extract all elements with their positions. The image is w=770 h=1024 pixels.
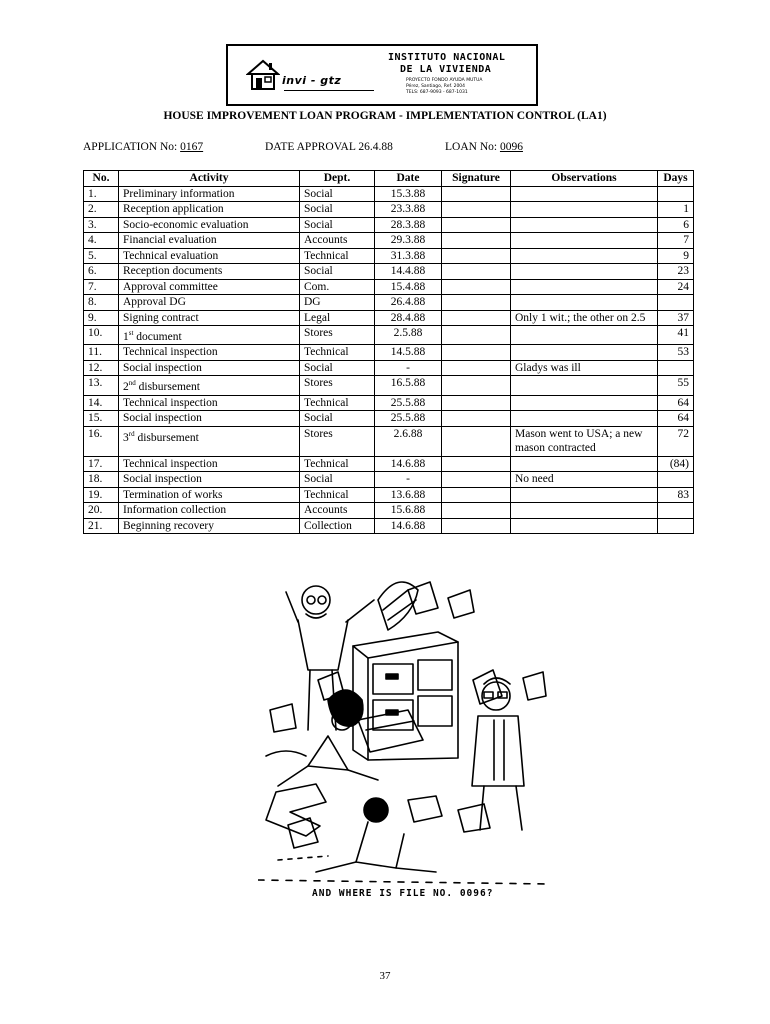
cell-no: 20. bbox=[84, 503, 119, 519]
cell-dept: DG bbox=[300, 295, 375, 311]
cell-observations bbox=[511, 295, 658, 311]
cell-days: 83 bbox=[658, 487, 694, 503]
cell-dept: Accounts bbox=[300, 233, 375, 249]
cell-observations bbox=[511, 518, 658, 534]
cell-observations bbox=[511, 202, 658, 218]
cell-signature bbox=[442, 411, 511, 427]
cell-dept: Stores bbox=[300, 426, 375, 456]
cell-activity bbox=[119, 360, 300, 376]
activity-text: Social inspection bbox=[123, 412, 202, 425]
cell-signature bbox=[442, 217, 511, 233]
cell-no: 9. bbox=[84, 310, 119, 326]
office-chaos-cartoon bbox=[258, 560, 548, 906]
table-row bbox=[84, 472, 694, 488]
cell-days: 64 bbox=[658, 411, 694, 427]
cell-no: 7. bbox=[84, 279, 119, 295]
activity-text: Technical inspection bbox=[123, 346, 218, 359]
cell-observations: Mason went to USA; a new mason contracted bbox=[511, 426, 658, 456]
cell-activity bbox=[119, 472, 300, 488]
activity-text: Reception application bbox=[123, 203, 224, 215]
cell-no: 2. bbox=[84, 202, 119, 218]
cell-date: - bbox=[375, 360, 442, 376]
logo-underline bbox=[284, 90, 374, 91]
table-row bbox=[84, 411, 694, 427]
cell-activity bbox=[119, 248, 300, 264]
cell-observations bbox=[511, 503, 658, 519]
cell-no: 18. bbox=[84, 472, 119, 488]
implementation-control-table bbox=[83, 170, 694, 534]
cell-activity bbox=[119, 376, 300, 395]
cell-date: 13.6.88 bbox=[375, 487, 442, 503]
cell-observations: No need bbox=[511, 472, 658, 488]
cell-observations bbox=[511, 345, 658, 361]
application-number bbox=[83, 141, 203, 153]
cell-no: 10. bbox=[84, 326, 119, 345]
cell-observations bbox=[511, 376, 658, 395]
cell-date: 26.4.88 bbox=[375, 295, 442, 311]
cell-no: 19. bbox=[84, 487, 119, 503]
cell-activity bbox=[119, 345, 300, 361]
cell-days bbox=[658, 360, 694, 376]
cell-date: - bbox=[375, 472, 442, 488]
header-signature: Signature bbox=[442, 171, 511, 187]
activity-text: Information collection bbox=[123, 504, 227, 517]
document-title: HOUSE IMPROVEMENT LOAN PROGRAM - IMPLEMENTATION CONTROL (LA1) bbox=[163, 110, 607, 122]
table-row bbox=[84, 456, 694, 472]
cell-observations bbox=[511, 411, 658, 427]
cell-days: 55 bbox=[658, 376, 694, 395]
table-row bbox=[84, 295, 694, 311]
activity-rest: document bbox=[133, 330, 182, 343]
cell-no: 1. bbox=[84, 186, 119, 202]
cell-observations bbox=[511, 487, 658, 503]
table-row bbox=[84, 217, 694, 233]
activity-text: Technical inspection bbox=[123, 457, 218, 470]
cell-no: 14. bbox=[84, 395, 119, 411]
logo-text: invi - gtz bbox=[282, 74, 342, 87]
letterhead-small-line: PROYECTO FONDO AYUDA MUTUA bbox=[406, 78, 483, 83]
cell-date: 23.3.88 bbox=[375, 202, 442, 218]
table-row bbox=[84, 360, 694, 376]
cell-date: 16.5.88 bbox=[375, 376, 442, 395]
cell-date: 15.3.88 bbox=[375, 186, 442, 202]
cell-days: 53 bbox=[658, 345, 694, 361]
letterhead-small-line: Pérez, Santiago, Ref. 2004 bbox=[406, 84, 466, 89]
cell-signature bbox=[442, 186, 511, 202]
activity-text: Financial evaluation bbox=[123, 234, 217, 246]
cell-no: 13. bbox=[84, 376, 119, 395]
cell-days: (84) bbox=[658, 456, 694, 472]
cell-observations bbox=[511, 279, 658, 295]
activity-text: Social inspection bbox=[123, 361, 202, 374]
cell-observations bbox=[511, 326, 658, 345]
cell-dept: Com. bbox=[300, 279, 375, 295]
ordinal-suffix: nd bbox=[128, 379, 136, 388]
filing-cabinet-icon bbox=[353, 632, 458, 760]
activity-text: 2 bbox=[123, 381, 129, 394]
header-date: Date bbox=[375, 171, 442, 187]
cell-activity bbox=[119, 456, 300, 472]
loan-number bbox=[445, 141, 523, 153]
header-no: No. bbox=[84, 171, 119, 187]
cell-no: 5. bbox=[84, 248, 119, 264]
letterhead-small-line: TELS: 687-9093 - 687-1031 bbox=[406, 90, 468, 95]
cartoon-caption: AND WHERE IS FILE NO. 0096? bbox=[312, 888, 494, 899]
cell-no: 6. bbox=[84, 264, 119, 280]
cell-signature bbox=[442, 503, 511, 519]
cell-observations bbox=[511, 395, 658, 411]
house-logo-icon bbox=[246, 58, 280, 92]
cell-dept: Social bbox=[300, 360, 375, 376]
cell-days: 23 bbox=[658, 264, 694, 280]
institution-name-line1: INSTITUTO NACIONAL bbox=[388, 52, 506, 63]
cell-signature bbox=[442, 395, 511, 411]
table-row bbox=[84, 503, 694, 519]
cell-observations: Only 1 wit.; the other on 2.5 bbox=[511, 310, 658, 326]
table-row bbox=[84, 233, 694, 249]
table-row bbox=[84, 326, 694, 345]
cell-activity bbox=[119, 279, 300, 295]
cell-days bbox=[658, 186, 694, 202]
table-row bbox=[84, 395, 694, 411]
cell-signature bbox=[442, 487, 511, 503]
cell-observations bbox=[511, 248, 658, 264]
cell-days: 24 bbox=[658, 279, 694, 295]
cell-date: 28.4.88 bbox=[375, 310, 442, 326]
activity-text: Beginning recovery bbox=[123, 519, 215, 532]
activity-rest: disbursement bbox=[134, 431, 199, 444]
table-header-row bbox=[84, 171, 694, 187]
cell-activity bbox=[119, 487, 300, 503]
cell-no: 17. bbox=[84, 456, 119, 472]
cell-dept: Stores bbox=[300, 326, 375, 345]
cell-date: 25.5.88 bbox=[375, 395, 442, 411]
cell-activity bbox=[119, 217, 300, 233]
cell-no: 21. bbox=[84, 518, 119, 534]
cell-dept: Stores bbox=[300, 376, 375, 395]
cell-signature bbox=[442, 345, 511, 361]
cell-dept: Technical bbox=[300, 395, 375, 411]
cell-activity bbox=[119, 395, 300, 411]
cell-days: 9 bbox=[658, 248, 694, 264]
table-row bbox=[84, 345, 694, 361]
cell-date: 31.3.88 bbox=[375, 248, 442, 264]
cell-no: 4. bbox=[84, 233, 119, 249]
table-body bbox=[84, 186, 694, 534]
loan-value: 0096 bbox=[499, 141, 523, 153]
cell-activity bbox=[119, 186, 300, 202]
table-row bbox=[84, 487, 694, 503]
cell-dept: Accounts bbox=[300, 503, 375, 519]
cell-no: 16. bbox=[84, 426, 119, 456]
table-row bbox=[84, 518, 694, 534]
cell-signature bbox=[442, 376, 511, 395]
ordinal-suffix: st bbox=[128, 329, 134, 337]
cell-no: 15. bbox=[84, 411, 119, 427]
cell-date: 2.6.88 bbox=[375, 426, 442, 456]
cell-observations bbox=[511, 217, 658, 233]
application-label: APPLICATION No: bbox=[83, 141, 178, 153]
cell-date: 15.6.88 bbox=[375, 503, 442, 519]
cell-signature bbox=[442, 279, 511, 295]
approval-date bbox=[265, 141, 393, 153]
cell-days: 41 bbox=[658, 326, 694, 345]
cell-dept: Social bbox=[300, 186, 375, 202]
cell-observations bbox=[511, 456, 658, 472]
letterhead bbox=[226, 44, 538, 106]
cell-activity bbox=[119, 202, 300, 218]
cell-days bbox=[658, 295, 694, 311]
table-row bbox=[84, 376, 694, 395]
cell-observations bbox=[511, 264, 658, 280]
cell-dept: Technical bbox=[300, 456, 375, 472]
page-number: 37 bbox=[379, 970, 391, 982]
cell-dept: Social bbox=[300, 217, 375, 233]
activity-text: Approval committee bbox=[123, 280, 218, 293]
activity-text: Socio-economic evaluation bbox=[123, 218, 249, 231]
loan-label: LOAN No: bbox=[445, 141, 498, 153]
cell-date: 14.6.88 bbox=[375, 518, 442, 534]
cell-activity bbox=[119, 264, 300, 280]
header-dept: Dept. bbox=[300, 171, 375, 187]
cell-activity bbox=[119, 233, 300, 249]
cell-days bbox=[658, 472, 694, 488]
cell-date: 28.3.88 bbox=[375, 217, 442, 233]
cell-activity bbox=[119, 310, 300, 326]
cell-dept: Social bbox=[300, 202, 375, 218]
header-activity: Activity bbox=[119, 171, 300, 187]
institution-name-line2: DE LA VIVIENDA bbox=[400, 64, 492, 75]
cell-date: 14.4.88 bbox=[375, 264, 442, 280]
cell-days: 6 bbox=[658, 217, 694, 233]
cell-days: 7 bbox=[658, 233, 694, 249]
cell-days: 64 bbox=[658, 395, 694, 411]
cell-days: 37 bbox=[658, 310, 694, 326]
cell-date: 15.4.88 bbox=[375, 279, 442, 295]
approval-label: DATE APPROVAL bbox=[265, 141, 356, 153]
cell-dept: Social bbox=[300, 264, 375, 280]
cell-no: 8. bbox=[84, 295, 119, 311]
cell-days: 72 bbox=[658, 426, 694, 456]
approval-value: 26.4.88 bbox=[358, 141, 393, 153]
cell-date: 29.3.88 bbox=[375, 233, 442, 249]
cell-dept: Technical bbox=[300, 248, 375, 264]
cell-signature bbox=[442, 233, 511, 249]
table-row bbox=[84, 202, 694, 218]
cell-signature bbox=[442, 472, 511, 488]
activity-text: Preliminary information bbox=[123, 187, 235, 200]
table-row bbox=[84, 186, 694, 202]
cell-dept: Collection bbox=[300, 518, 375, 534]
activity-text: Technical inspection bbox=[123, 396, 218, 409]
boy-on-floor-figure bbox=[316, 798, 436, 872]
application-value: 0167 bbox=[180, 141, 204, 153]
table-row bbox=[84, 264, 694, 280]
cell-signature bbox=[442, 360, 511, 376]
flying-papers-icon bbox=[270, 582, 546, 848]
cell-observations bbox=[511, 186, 658, 202]
activity-text: 1 bbox=[123, 330, 129, 343]
cell-date: 2.5.88 bbox=[375, 326, 442, 345]
cell-observations: Gladys was ill bbox=[511, 360, 658, 376]
cell-date: 25.5.88 bbox=[375, 411, 442, 427]
table-row bbox=[84, 279, 694, 295]
header-days: Days bbox=[658, 171, 694, 187]
table-row bbox=[84, 248, 694, 264]
cell-dept: Social bbox=[300, 472, 375, 488]
header-observations: Observations bbox=[511, 171, 658, 187]
cell-activity bbox=[119, 518, 300, 534]
cell-signature bbox=[442, 202, 511, 218]
cell-no: 3. bbox=[84, 217, 119, 233]
ordinal-suffix: rd bbox=[128, 429, 135, 438]
activity-text: Termination of works bbox=[123, 488, 223, 501]
cell-signature bbox=[442, 456, 511, 472]
cell-signature bbox=[442, 248, 511, 264]
cell-days: 1 bbox=[658, 202, 694, 218]
activity-text: Technical evaluation bbox=[123, 249, 219, 262]
cell-no: 12. bbox=[84, 360, 119, 376]
cell-date: 14.6.88 bbox=[375, 456, 442, 472]
cell-signature bbox=[442, 310, 511, 326]
cell-activity bbox=[119, 503, 300, 519]
table-row bbox=[84, 426, 694, 456]
activity-text: Social inspection bbox=[123, 473, 202, 486]
cell-dept: Social bbox=[300, 411, 375, 427]
activity-text: Reception documents bbox=[123, 265, 223, 277]
cell-observations bbox=[511, 233, 658, 249]
cell-activity bbox=[119, 411, 300, 427]
activity-text: Signing contract bbox=[123, 311, 199, 324]
cell-dept: Technical bbox=[300, 345, 375, 361]
activity-rest: disbursement bbox=[135, 381, 200, 394]
woman-figure bbox=[278, 690, 378, 786]
cell-activity bbox=[119, 295, 300, 311]
cell-days bbox=[658, 518, 694, 534]
activity-text: Approval DG bbox=[123, 296, 186, 308]
cell-signature bbox=[442, 264, 511, 280]
cell-date: 14.5.88 bbox=[375, 345, 442, 361]
activity-text: 3 bbox=[123, 431, 129, 444]
cell-activity bbox=[119, 426, 300, 456]
cell-activity bbox=[119, 326, 300, 345]
cell-signature bbox=[442, 426, 511, 456]
cell-signature bbox=[442, 295, 511, 311]
cell-signature bbox=[442, 518, 511, 534]
cell-dept: Legal bbox=[300, 310, 375, 326]
cell-days bbox=[658, 503, 694, 519]
cell-dept: Technical bbox=[300, 487, 375, 503]
cell-no: 11. bbox=[84, 345, 119, 361]
cell-signature bbox=[442, 326, 511, 345]
table-row bbox=[84, 310, 694, 326]
